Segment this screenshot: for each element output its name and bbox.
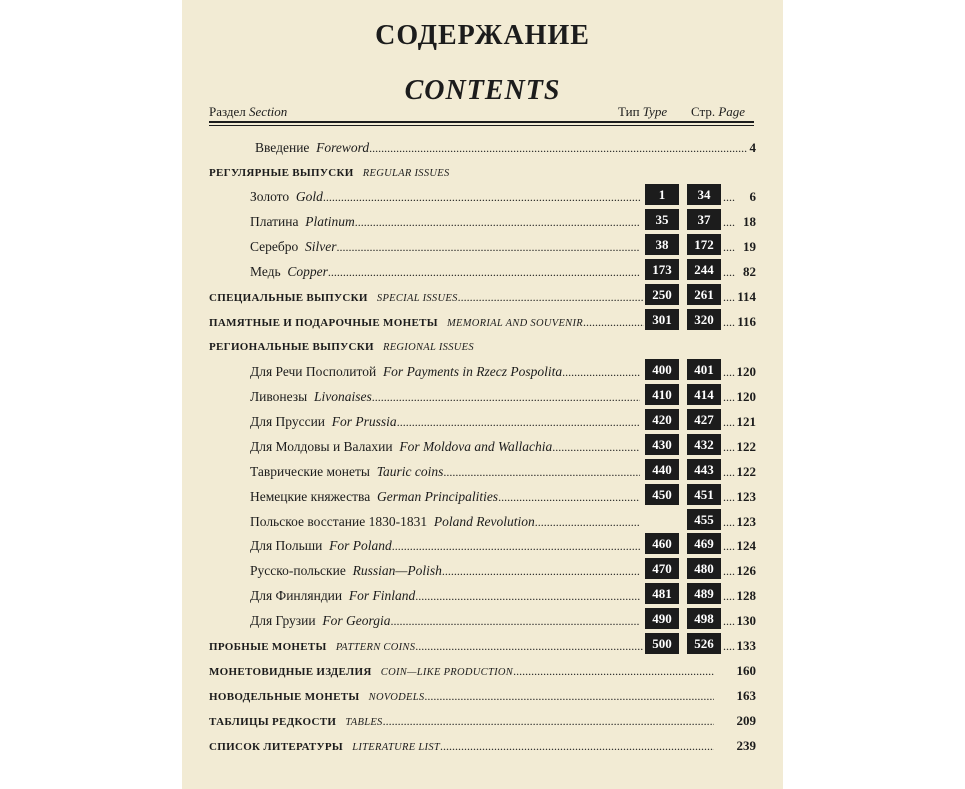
toc-entry-label — [250, 462, 640, 482]
entry-title-ru: Платина — [250, 214, 299, 229]
type-range-end: 414 — [687, 384, 721, 405]
page-number: 163 — [736, 688, 756, 703]
entry-title-ru: Медь — [250, 264, 281, 279]
toc-row[interactable] — [182, 362, 783, 382]
type-range-end: 401 — [687, 359, 721, 380]
toc-row[interactable] — [182, 312, 783, 332]
page-number: 6 — [749, 189, 756, 204]
toc-row[interactable] — [182, 661, 783, 681]
page-number: 4 — [749, 140, 756, 155]
page-number: 82 — [743, 264, 756, 279]
page-number: 209 — [736, 713, 756, 728]
leader-dots — [397, 414, 640, 429]
type-range-start: 410 — [645, 384, 679, 405]
toc-entry-label — [209, 312, 644, 332]
type-range-end: 261 — [687, 284, 721, 305]
entry-title-en: COIN—LIKE PRODUCTION — [380, 667, 514, 678]
entry-title-ru: РЕГУЛЯРНЫЕ ВЫПУСКИ — [209, 167, 354, 179]
type-range-end: 526 — [687, 633, 721, 654]
page-number: 19 — [743, 239, 756, 254]
header-rule-thin — [209, 125, 754, 126]
leader-dots — [562, 364, 640, 379]
leader-dots — [535, 514, 640, 529]
toc-entry-label — [209, 636, 644, 656]
entry-title-ru: Введение — [255, 140, 310, 155]
toc-entry-label — [250, 561, 640, 581]
page-number: 120 — [736, 389, 756, 404]
toc-row[interactable] — [182, 138, 783, 158]
title-english: CONTENTS — [404, 75, 561, 106]
entry-title-en: Tauric coins — [376, 464, 444, 479]
entry-title-en: Russian—Polish — [352, 563, 442, 578]
type-range-end: 320 — [687, 309, 721, 330]
entry-title-ru: ПАМЯТНЫЕ И ПОДАРОЧНЫЕ МОНЕТЫ — [209, 317, 438, 329]
leader-dots — [369, 140, 747, 155]
leader-dots — [392, 538, 640, 553]
toc-entry-label — [250, 412, 640, 432]
toc-entry-label — [209, 736, 714, 756]
toc-entry-label — [250, 586, 640, 606]
toc-entry-label — [250, 536, 640, 556]
type-range-start: 450 — [645, 484, 679, 505]
entry-title-en: For Payments in Rzecz Pospolita — [382, 364, 563, 379]
leader-dots — [372, 389, 640, 404]
leader-dots — [355, 214, 640, 229]
toc-row[interactable] — [182, 287, 783, 307]
toc-entry-label — [209, 337, 714, 357]
type-range-start: 1 — [645, 184, 679, 205]
entry-title-en: For Prussia — [331, 414, 397, 429]
type-range-start: 173 — [645, 259, 679, 280]
entry-title-ru: РЕГИОНАЛЬНЫЕ ВЫПУСКИ — [209, 341, 374, 353]
entry-title-ru: Для Речи Посполитой — [250, 364, 377, 379]
page-number: 122 — [736, 464, 756, 479]
entry-title-en: PATTERN COINS — [335, 642, 416, 653]
toc-row[interactable] — [182, 163, 783, 183]
type-range-start: 301 — [645, 309, 679, 330]
toc-row[interactable] — [182, 561, 783, 581]
page-number: 120 — [736, 364, 756, 379]
toc-row[interactable] — [182, 536, 783, 556]
leader-dots — [424, 691, 714, 703]
entry-title-ru: Для Финляндии — [250, 588, 343, 603]
entry-title-en: For Moldova and Wallachia — [399, 439, 553, 454]
type-range-start: 420 — [645, 409, 679, 430]
type-range-end: 427 — [687, 409, 721, 430]
entry-title-ru: Для Молдовы и Валахии — [250, 439, 393, 454]
toc-row[interactable] — [182, 487, 783, 507]
entry-title-ru: СПИСОК ЛИТЕРАТУРЫ — [209, 741, 344, 753]
type-range-start: 430 — [645, 434, 679, 455]
column-header-page-ru: Стр. — [691, 104, 716, 119]
page-number: 114 — [737, 289, 756, 304]
leader-dots — [390, 613, 640, 628]
toc-row[interactable] — [182, 262, 783, 282]
entry-title-en: Gold — [295, 189, 323, 204]
column-header-section-ru: Раздел — [209, 104, 246, 119]
toc-entry-label — [250, 512, 640, 532]
entry-title-ru: Для Грузии — [250, 613, 316, 628]
page-number: 124 — [736, 538, 756, 553]
column-header-section — [209, 104, 287, 120]
leader-dots — [513, 666, 714, 678]
type-range-end: 480 — [687, 558, 721, 579]
document-page — [182, 0, 783, 789]
toc-entry-label — [250, 362, 640, 382]
toc-row[interactable] — [182, 736, 783, 756]
leader-dots — [498, 489, 640, 504]
leader-dots — [323, 189, 640, 204]
type-range-end: 37 — [687, 209, 721, 230]
leader-dots — [440, 741, 714, 753]
toc-row[interactable] — [182, 412, 783, 432]
type-range-start: 38 — [645, 234, 679, 255]
page-number: 18 — [743, 214, 756, 229]
entry-title-en: REGIONAL ISSUES — [382, 342, 474, 353]
entry-title-en: Platinum — [305, 214, 355, 229]
toc-row[interactable] — [182, 586, 783, 606]
entry-title-en: TABLES — [345, 717, 383, 728]
entry-title-ru: Серебро — [250, 239, 299, 254]
entry-title-ru: МОНЕТОВИДНЫЕ ИЗДЕЛИЯ — [209, 666, 372, 678]
type-range-end: 469 — [687, 533, 721, 554]
page-number: 133 — [736, 638, 756, 653]
entry-title-ru: Ливонезы — [250, 389, 308, 404]
toc-entry-label — [250, 387, 640, 407]
toc-row[interactable] — [182, 437, 783, 457]
page-number: 116 — [737, 314, 756, 329]
type-range-start: 440 — [645, 459, 679, 480]
title-russian: СОДЕРЖАНИЕ — [375, 20, 590, 51]
toc-entry-label — [250, 237, 640, 257]
toc-entry-label — [250, 437, 640, 457]
entry-title-en: German Principalities — [376, 489, 499, 504]
type-range-start: 250 — [645, 284, 679, 305]
page-number: 122 — [736, 439, 756, 454]
toc-entry-label — [250, 487, 640, 507]
toc-entry-label — [209, 686, 714, 706]
leader-dots — [458, 292, 644, 304]
leader-dots — [583, 317, 644, 329]
toc-entry-label — [250, 187, 640, 207]
entry-title-en: SPECIAL ISSUES — [376, 293, 458, 304]
toc-row[interactable] — [182, 212, 783, 232]
entry-title-en: MEMORIAL AND SOUVENIR — [446, 318, 583, 329]
type-range-start: 500 — [645, 633, 679, 654]
page-number: 121 — [736, 414, 756, 429]
type-range-end: 34 — [687, 184, 721, 205]
entry-title-ru: НОВОДЕЛЬНЫЕ МОНЕТЫ — [209, 691, 360, 703]
entry-title-en: Foreword — [316, 140, 370, 155]
toc-entry-label — [209, 287, 644, 307]
page-number: 123 — [736, 489, 756, 504]
type-range-end: 455 — [687, 509, 721, 530]
column-header-type-en: Type — [642, 104, 668, 119]
entry-title-en: REGULAR ISSUES — [362, 168, 450, 179]
entry-title-ru: ПРОБНЫЕ МОНЕТЫ — [209, 641, 327, 653]
entry-title-ru: Немецкие княжества — [250, 489, 371, 504]
entry-title-en: NOVODELS — [368, 692, 425, 703]
toc-entry-label — [209, 661, 714, 681]
toc-row[interactable] — [182, 636, 783, 656]
toc-row[interactable] — [182, 611, 783, 631]
leader-dots — [442, 563, 640, 578]
type-range-start: 470 — [645, 558, 679, 579]
toc-entry-label — [209, 711, 714, 731]
type-range-end: 498 — [687, 608, 721, 629]
entry-title-ru: Русско-польские — [250, 563, 346, 578]
page-number: 160 — [736, 663, 756, 678]
entry-title-en: LITERATURE LIST — [352, 742, 441, 753]
entry-title-ru: СПЕЦИАЛЬНЫЕ ВЫПУСКИ — [209, 292, 368, 304]
header-rule — [209, 121, 754, 123]
type-range-end: 443 — [687, 459, 721, 480]
entry-title-en: For Poland — [329, 538, 392, 553]
toc-row[interactable] — [182, 237, 783, 257]
entry-title-ru: Золото — [250, 189, 290, 204]
page-number: 123 — [736, 514, 756, 529]
entry-title-ru: Для Польши — [250, 538, 323, 553]
type-range-end: 489 — [687, 583, 721, 604]
leader-dots — [328, 264, 640, 279]
entry-title-en: For Finland — [348, 588, 416, 603]
leader-dots — [415, 588, 640, 603]
column-header-section-en: Section — [249, 104, 288, 119]
column-header-type-ru: Тип — [618, 104, 640, 119]
entry-title-en: Poland Revolution — [433, 514, 535, 529]
type-range-end: 451 — [687, 484, 721, 505]
leader-dots — [443, 464, 640, 479]
page-number: 130 — [736, 613, 756, 628]
leader-dots — [383, 716, 714, 728]
leader-dots — [415, 641, 644, 653]
leader-dots — [337, 239, 640, 254]
toc-row[interactable] — [182, 337, 783, 357]
toc-entry-label — [250, 212, 640, 232]
toc-row[interactable] — [182, 387, 783, 407]
toc-entry-label — [250, 611, 640, 631]
type-range-start: 460 — [645, 533, 679, 554]
type-range-end: 172 — [687, 234, 721, 255]
type-range-start: 400 — [645, 359, 679, 380]
column-header-page — [691, 104, 745, 120]
toc-row[interactable] — [182, 512, 783, 532]
entry-title-ru: ТАБЛИЦЫ РЕДКОСТИ — [209, 716, 337, 728]
type-range-end: 432 — [687, 434, 721, 455]
entry-title-en: For Georgia — [322, 613, 391, 628]
page-number: 128 — [736, 588, 756, 603]
type-range-start: 35 — [645, 209, 679, 230]
type-range-start: 490 — [645, 608, 679, 629]
entry-title-ru: Польское восстание 1830-1831 — [250, 514, 428, 529]
column-header-page-en: Page — [718, 104, 746, 119]
entry-title-en: Copper — [287, 264, 328, 279]
toc-row[interactable] — [182, 711, 783, 731]
toc-entry-label — [209, 163, 714, 183]
leader-dots — [552, 439, 640, 454]
column-header-type — [618, 104, 667, 120]
toc-entry-label — [255, 138, 747, 158]
entry-title-en: Livonaises — [313, 389, 372, 404]
type-range-start: 481 — [645, 583, 679, 604]
page-number: 239 — [736, 738, 756, 753]
toc-row[interactable] — [182, 187, 783, 207]
entry-title-ru: Для Пруссии — [250, 414, 326, 429]
toc-row[interactable] — [182, 462, 783, 482]
toc-row[interactable] — [182, 686, 783, 706]
entry-title-ru: Таврические монеты — [250, 464, 370, 479]
type-range-end: 244 — [687, 259, 721, 280]
page-number: 126 — [736, 563, 756, 578]
entry-title-en: Silver — [305, 239, 337, 254]
toc-entry-label — [250, 262, 640, 282]
